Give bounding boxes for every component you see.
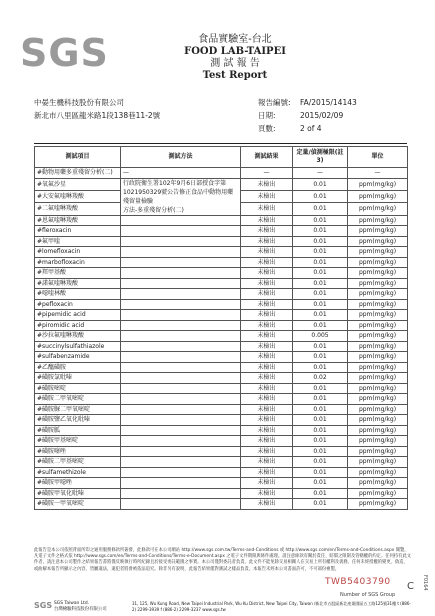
client-name: 中晏生機科技股份有限公司 — [34, 98, 124, 107]
table-row — [35, 488, 408, 499]
test-item: #sulfabenzamide — [35, 352, 121, 363]
test-item: #磺胺鹽乙氧化吡嗪 — [35, 415, 121, 426]
test-item: #pipemidic acid — [35, 310, 121, 321]
unit: ppm(mg/kg) — [348, 178, 408, 190]
unit: ppm(mg/kg) — [348, 203, 408, 215]
table-row — [35, 425, 408, 436]
meta-label: 日期: — [258, 111, 276, 120]
table-row — [35, 236, 408, 247]
table-row — [35, 289, 408, 300]
report-date-row — [258, 109, 357, 122]
test-method-empty — [121, 373, 241, 384]
table-row — [35, 247, 408, 258]
test-result: 未檢出 — [241, 404, 293, 415]
company-address: 31, 125, Wu Kung Road, New Taipei Industrial Park, Wu Ku District, New Taipei City, Taiwan /新北市五股區新北產業園區五工路125號31樓 t (886-2) 2299-3939 f (886-2) 2299-3237 www.sgs.tw — [132, 601, 411, 612]
serial-subtext: Number of SGS Group — [340, 592, 396, 598]
test-result: 未檢出 — [241, 178, 293, 190]
detection-limit: 0.01 — [293, 341, 348, 352]
test-result: 未檢出 — [241, 446, 293, 457]
table-row — [35, 362, 408, 373]
col-header-method: 測試方法 — [121, 147, 241, 168]
company-footer — [34, 600, 416, 614]
test-item: #fleroxacin — [35, 226, 121, 237]
company-name-en: SGS Taiwan Ltd. — [54, 601, 90, 606]
test-method-empty — [121, 215, 241, 226]
detection-limit: 0.01 — [293, 190, 348, 202]
title-cn: 食品實驗室-台北 — [198, 34, 272, 45]
table-header-row — [35, 147, 408, 168]
detection-limit: 0.01 — [293, 478, 348, 489]
unit: ppm(mg/kg) — [348, 394, 408, 405]
table-row — [35, 310, 408, 321]
test-result: 未檢出 — [241, 362, 293, 373]
report-page-row — [258, 122, 357, 135]
test-method-empty — [121, 415, 241, 426]
test-result: 未檢出 — [241, 331, 293, 342]
detection-limit: 0.01 — [293, 268, 348, 279]
test-method-empty — [121, 247, 241, 258]
detection-limit: 0.01 — [293, 383, 348, 394]
report-date: 2015/02/09 — [300, 111, 344, 120]
test-item: #piromidic acid — [35, 320, 121, 331]
unit: ppm(mg/kg) — [348, 236, 408, 247]
test-item: #磺胺二甲基嘧啶 — [35, 457, 121, 468]
detection-limit: 0.01 — [293, 299, 348, 310]
test-item: #大安氟喹啉羧酸 — [35, 190, 121, 202]
client-info — [34, 96, 160, 122]
detection-limit: 0.01 — [293, 247, 348, 258]
test-item: #lomefloxacin — [35, 247, 121, 258]
unit: ppm(mg/kg) — [348, 457, 408, 468]
test-item: #乙醯磺胺 — [35, 362, 121, 373]
unit: ppm(mg/kg) — [348, 362, 408, 373]
test-item: #噁喹林酸 — [35, 289, 121, 300]
test-item: #marbofloxacin — [35, 257, 121, 268]
detection-limit: 0.01 — [293, 257, 348, 268]
detection-limit: 0.01 — [293, 320, 348, 331]
test-result: 未檢出 — [241, 499, 293, 510]
company-name-cn: 台灣檢驗科技股份有限公司 — [54, 607, 107, 612]
side-code: F0164 — [422, 575, 428, 591]
detection-limit: 0.01 — [293, 446, 348, 457]
test-item: #磺胺嘧啶 — [35, 383, 121, 394]
test-item: #succinylsulfathiazole — [35, 341, 121, 352]
detection-limit: 0.01 — [293, 203, 348, 215]
detection-limit: 0.01 — [293, 394, 348, 405]
table-row — [35, 299, 408, 310]
test-method-empty — [121, 499, 241, 510]
test-method-empty — [121, 436, 241, 447]
test-item: #sulfamethizole — [35, 467, 121, 478]
table-row — [35, 467, 408, 478]
report-number: FA/2015/14143 — [300, 98, 357, 107]
detection-limit: 0.01 — [293, 178, 348, 190]
results-table — [34, 146, 408, 510]
unit: ppm(mg/kg) — [348, 226, 408, 237]
table-row — [35, 215, 408, 226]
test-result: 未檢出 — [241, 278, 293, 289]
test-method-empty — [121, 341, 241, 352]
test-method-empty — [121, 268, 241, 279]
test-method-empty — [121, 383, 241, 394]
test-result: 未檢出 — [241, 436, 293, 447]
test-item: #恩氟喹啉羧酸 — [35, 215, 121, 226]
test-result: 未檢出 — [241, 236, 293, 247]
test-method-empty — [121, 226, 241, 237]
test-result: 未檢出 — [241, 352, 293, 363]
test-result: 未檢出 — [241, 488, 293, 499]
test-item: #二氟喹啉羧酸 — [35, 203, 121, 215]
test-result: 未檢出 — [241, 190, 293, 202]
unit: ppm(mg/kg) — [348, 278, 408, 289]
test-item: #磺胺噻唑 — [35, 446, 121, 457]
unit: ppm(mg/kg) — [348, 499, 408, 510]
test-result: 未檢出 — [241, 383, 293, 394]
unit: ppm(mg/kg) — [348, 415, 408, 426]
table-row — [35, 415, 408, 426]
test-result: 未檢出 — [241, 299, 293, 310]
col-header-unit: 單位 — [348, 147, 408, 168]
test-method-empty — [121, 404, 241, 415]
meta-label: 頁數: — [258, 124, 276, 133]
test-item: #磺胺甲氧化吡嗪 — [35, 488, 121, 499]
report-cn: 測 試 報 告 — [210, 58, 260, 69]
detection-limit: 0.01 — [293, 499, 348, 510]
table-row — [35, 383, 408, 394]
unit: ppm(mg/kg) — [348, 404, 408, 415]
unit: ppm(mg/kg) — [348, 373, 408, 384]
test-item: #磺胺氯吡嗪 — [35, 373, 121, 384]
method-line: 行政院衛生署102年9月6日部授食字第 — [123, 179, 227, 187]
unit: ppm(mg/kg) — [348, 425, 408, 436]
detection-limit: 0.01 — [293, 289, 348, 300]
test-method-empty — [121, 236, 241, 247]
detection-limit: 0.01 — [293, 467, 348, 478]
test-result: — — [241, 168, 293, 179]
detection-limit: 0.01 — [293, 488, 348, 499]
sgs-mini-logo: SGS — [34, 601, 53, 610]
test-item: #動物用藥多重殘留分析(二) — [35, 168, 121, 179]
detection-limit: 0.01 — [293, 436, 348, 447]
table-row — [35, 457, 408, 468]
table-row — [35, 394, 408, 405]
table-row — [35, 278, 408, 289]
test-item: #磺胺一甲氧嘧啶 — [35, 499, 121, 510]
table-row — [35, 168, 408, 179]
test-result: 未檢出 — [241, 203, 293, 215]
detection-limit: 0.01 — [293, 278, 348, 289]
meta-label: 報告編號: — [258, 98, 291, 107]
test-result: 未檢出 — [241, 457, 293, 468]
detection-limit: 0.01 — [293, 404, 348, 415]
table-row — [35, 446, 408, 457]
table-row — [35, 341, 408, 352]
test-item: #羥甲基酸 — [35, 268, 121, 279]
test-result: 未檢出 — [241, 268, 293, 279]
unit: ppm(mg/kg) — [348, 299, 408, 310]
test-method-empty — [121, 299, 241, 310]
test-method-empty — [121, 467, 241, 478]
test-result: 未檢出 — [241, 247, 293, 258]
test-result: 未檢出 — [241, 310, 293, 321]
test-method-empty — [121, 478, 241, 489]
unit: ppm(mg/kg) — [348, 478, 408, 489]
table-row — [35, 436, 408, 447]
report-number-row — [258, 96, 357, 109]
unit: ppm(mg/kg) — [348, 488, 408, 499]
method-line: 方法-多重殘留分析(二) — [123, 206, 184, 214]
table-row — [35, 226, 408, 237]
test-method-empty — [121, 257, 241, 268]
table-row — [35, 499, 408, 510]
unit: ppm(mg/kg) — [348, 289, 408, 300]
lab-title — [140, 34, 330, 82]
test-result: 未檢出 — [241, 320, 293, 331]
test-method-empty — [121, 457, 241, 468]
test-method-empty — [121, 278, 241, 289]
unit: ppm(mg/kg) — [348, 257, 408, 268]
test-method-empty — [121, 310, 241, 321]
test-item: #磺胺甲基嘧啶 — [35, 436, 121, 447]
test-method-dash: — — [121, 168, 241, 179]
report-meta — [258, 96, 357, 135]
serial-number: TWB5403790 — [325, 577, 391, 587]
unit: ppm(mg/kg) — [348, 446, 408, 457]
company-name — [54, 601, 126, 613]
table-row — [35, 320, 408, 331]
test-method-empty — [121, 352, 241, 363]
col-header-result: 測試結果 — [241, 147, 293, 168]
test-result: 未檢出 — [241, 215, 293, 226]
method-line: 1021950329號公告修正食品中動物用藥殘留量檢驗 — [123, 188, 234, 205]
unit: ppm(mg/kg) — [348, 436, 408, 447]
test-method-empty — [121, 446, 241, 457]
table-row — [35, 257, 408, 268]
detection-limit: — — [293, 168, 348, 179]
test-item: #氧氟沙星 — [35, 178, 121, 190]
client-address: 新北市八里區龍米路1段138巷11-2號 — [34, 111, 161, 120]
table-row — [35, 352, 408, 363]
test-item: #磺胺甲噁唑 — [35, 478, 121, 489]
test-result: 未檢出 — [241, 341, 293, 352]
test-method — [121, 178, 241, 215]
unit: ppm(mg/kg) — [348, 320, 408, 331]
table-row — [35, 268, 408, 279]
test-method-empty — [121, 488, 241, 499]
sgs-logo-text: SGS — [20, 31, 109, 75]
report-en: Test Report — [202, 70, 268, 81]
header-divider — [34, 143, 407, 144]
detection-limit: 0.01 — [293, 352, 348, 363]
detection-limit: 0.005 — [293, 331, 348, 342]
test-method-empty — [121, 289, 241, 300]
detection-limit: 0.01 — [293, 415, 348, 426]
unit: ppm(mg/kg) — [348, 190, 408, 202]
test-item: #諾氟喹啉羧酸 — [35, 278, 121, 289]
test-result: 未檢出 — [241, 289, 293, 300]
test-item: #pefloxacin — [35, 299, 121, 310]
test-item: #磺胺二甲氧嘧啶 — [35, 394, 121, 405]
report-page: 2 of 4 — [300, 124, 322, 133]
test-result: 未檢出 — [241, 425, 293, 436]
test-result: 未檢出 — [241, 415, 293, 426]
unit: ppm(mg/kg) — [348, 467, 408, 478]
test-item: #磺胺胍 — [35, 425, 121, 436]
unit: ppm(mg/kg) — [348, 341, 408, 352]
unit: ppm(mg/kg) — [348, 247, 408, 258]
unit: ppm(mg/kg) — [348, 268, 408, 279]
copyright-icon: C — [407, 581, 414, 592]
test-item: #沙拉氟喹啉羧酸 — [35, 331, 121, 342]
unit: ppm(mg/kg) — [348, 331, 408, 342]
table-row — [35, 478, 408, 489]
footer-terms: 此報告是本公司依照背面所印之通用服務條款所簽發，此條款可在本公司網站 http://www.sgs.com.tw/Terms-and-Conditions 或 http://www.sgs.com/en/Terms-and-Conditions.aspx 閱覽，凡電子文件之格式依 http://www.sgs.com/en/Terms-and-Conditions/Terms-e-Document.aspx 之電子文件期限與條件處理。請注意條款有關於責任、賠償之限制及管轄權的約定。任何持有此文件者，請注意本公司製作之結果報告書將僅反映執行時所紀錄且於接受委託範圍之事實。本公司僅對委託者負責，此文件不能免除交易相關人在交易上所有權利及義務。任何未經授權的變更、偽造、或曲解本報告所顯示之內容，皆屬違法，違犯者將會被依法追究。除非另有說明，此報告結果僅對測試之樣品負責。本報告未經本公司書面許可，不可部份複製。 — [34, 548, 412, 572]
unit: ppm(mg/kg) — [348, 383, 408, 394]
table-row — [35, 404, 408, 415]
detection-limit: 0.01 — [293, 362, 348, 373]
col-header-item: 測試項目 — [35, 147, 121, 168]
unit: ppm(mg/kg) — [348, 310, 408, 321]
table-row — [35, 178, 408, 190]
test-result: 未檢出 — [241, 467, 293, 478]
detection-limit: 0.01 — [293, 425, 348, 436]
detection-limit: 0.01 — [293, 215, 348, 226]
detection-limit: 0.01 — [293, 226, 348, 237]
test-method-empty — [121, 320, 241, 331]
test-result: 未檢出 — [241, 478, 293, 489]
test-result: 未檢出 — [241, 257, 293, 268]
test-item: #磺胺脲二甲氧嘧啶 — [35, 404, 121, 415]
test-method-empty — [121, 362, 241, 373]
test-method-empty — [121, 394, 241, 405]
table-row — [35, 373, 408, 384]
detection-limit: 0.01 — [293, 236, 348, 247]
unit: ppm(mg/kg) — [348, 215, 408, 226]
table-row — [35, 331, 408, 342]
unit: ppm(mg/kg) — [348, 352, 408, 363]
test-method-empty — [121, 425, 241, 436]
test-item: #氟甲喹 — [35, 236, 121, 247]
title-en: FOOD LAB-TAIPEI — [184, 46, 286, 57]
detection-limit: 0.01 — [293, 457, 348, 468]
detection-limit: 0.02 — [293, 373, 348, 384]
col-header-limit: 定量/偵測極限(註3) — [293, 147, 348, 168]
test-method-empty — [121, 331, 241, 342]
test-result: 未檢出 — [241, 394, 293, 405]
test-result: 未檢出 — [241, 373, 293, 384]
test-result: 未檢出 — [241, 226, 293, 237]
detection-limit: 0.01 — [293, 310, 348, 321]
unit: — — [348, 168, 408, 179]
sgs-logo — [20, 28, 124, 78]
